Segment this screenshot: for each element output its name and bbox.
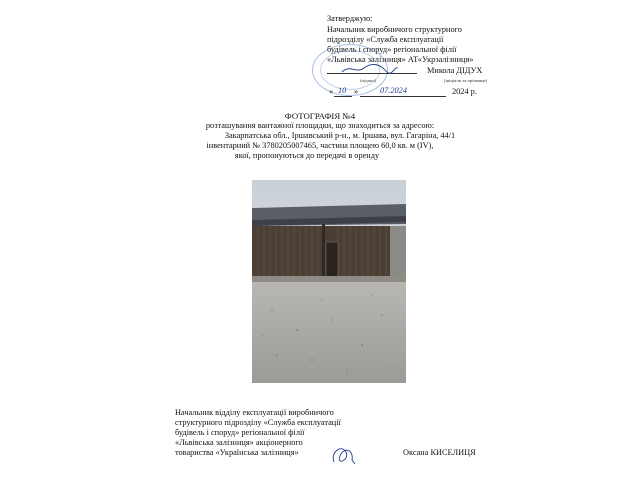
- title-line: інвентарний № 3780205007465, частина площею 60,0 кв. м (IV),: [206, 141, 434, 150]
- approval-signer-name: Микола ДІДУХ: [427, 66, 483, 75]
- date-day: 10: [338, 86, 347, 95]
- footer-line: товариства «Українська залізниця»: [175, 448, 299, 457]
- footer-line: будівель і споруд» регіональної філії: [175, 428, 305, 437]
- approval-line: Начальник виробничого структурного: [327, 25, 462, 34]
- signature-caption: (підпис): [360, 78, 377, 83]
- warehouse-photo-image: [252, 180, 406, 383]
- approval-header: Затверджую:: [327, 14, 373, 23]
- date-year: 2024 р.: [452, 87, 477, 96]
- footer-line: «Львівська залізниця» акціонерного: [175, 438, 303, 447]
- approval-signature-icon: [340, 62, 400, 76]
- footer-line: Начальник відділу експлуатації виробничого: [175, 408, 334, 417]
- footer-signature-icon: [328, 440, 358, 470]
- photo-heading: ФОТОГРАФІЯ №4: [284, 111, 356, 121]
- title-line: якої, пропонуються до передачі в оренду: [234, 151, 380, 160]
- approval-line: будівель і споруд» регіональної філії: [327, 45, 457, 54]
- title-line: Закарпатська обл., Іршавський р-н., м. Іршава, вул. Гагаріна, 44/1: [224, 131, 456, 140]
- footer-signer-name: Оксана КИСЕЛИЦЯ: [403, 448, 476, 457]
- approval-line: «Львівська залізниця» АТ«Укрзалізниця»: [327, 55, 474, 64]
- footer-line: структурного підрозділу «Служба експлуатації: [175, 418, 341, 427]
- approval-line: підрозділу «Служба експлуатації: [327, 35, 444, 44]
- name-caption: (ініціали та прізвище): [444, 78, 488, 83]
- document-page: Затверджую: Начальник виробничого структурного підрозділу «Служба експлуатації будівель і споруд» регіональної філії «Львівська залізниця» АТ«Укрзалізниця» Микола ДІДУХ (підпис) (ініціали та прізвище) « 10 » 07.2024 2024 р. ФОТОГРАФІЯ №4 розташування вантажної площадки, що знаходиться за адресою: Закарпатська обл., Іршавський р-н., м. Іршава, вул. Гагаріна, 44/1 інвентарний № 3780205007465, частина площею 60,0 кв. м (IV), якої, пропонуються до передачі в оренду Начальник відділу експлуатації виробничого структурного підрозділу «Служба експлуатації будівель і споруд» регіональної філії «Львівська залізниця» акціонерного товариства «Українська залізниця» Оксана КИСЕЛИЦЯ: [0, 0, 640, 480]
- date-month: 07.2024: [380, 86, 407, 95]
- site-photo: [252, 180, 406, 383]
- title-line: розташування вантажної площадки, що знаходиться за адресою:: [205, 121, 435, 130]
